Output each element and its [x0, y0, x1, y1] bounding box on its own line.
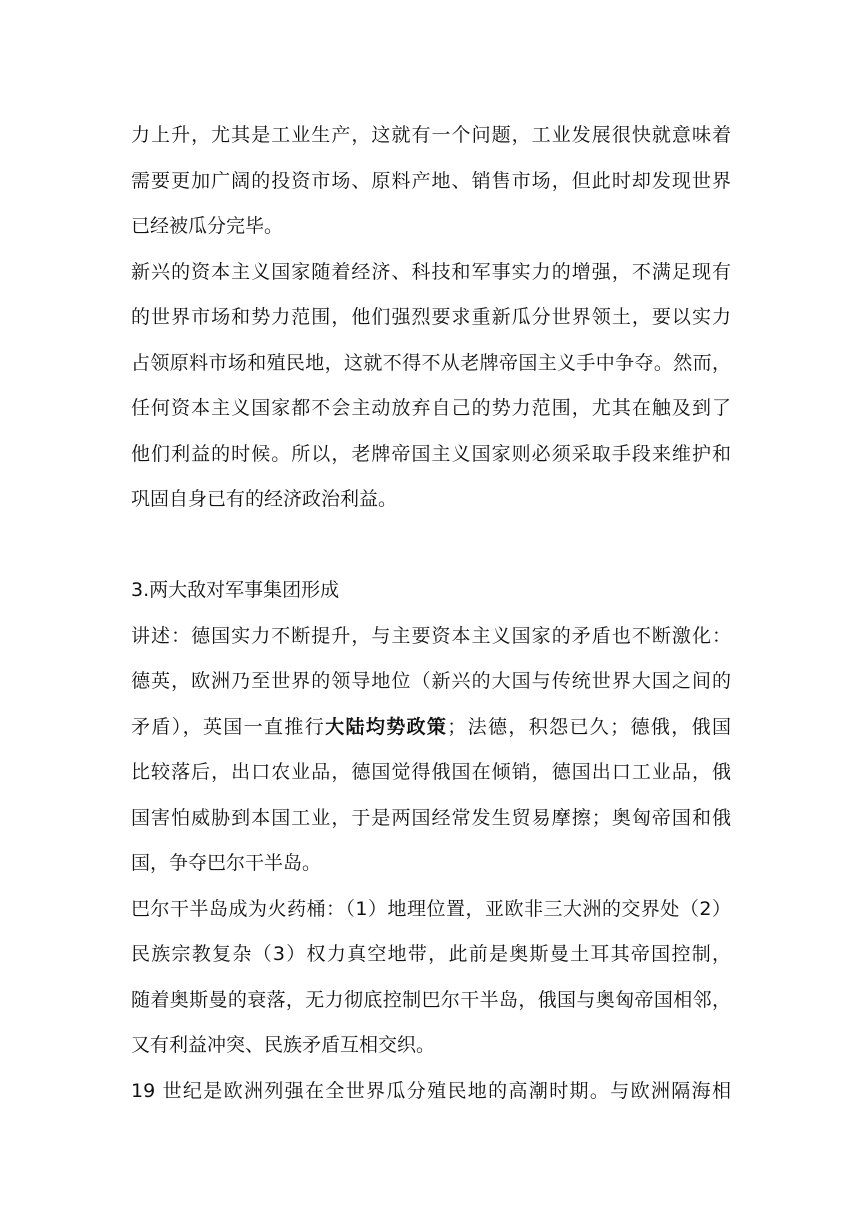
paragraph-balkan-powder-keg	[131, 887, 731, 1069]
paragraph-continuation	[131, 113, 731, 250]
paragraph-new-capitalist-powers	[131, 250, 731, 523]
document-body	[131, 113, 731, 1114]
text-line: 的世界市场和势力范围，他们强烈要求重新瓜分世界领土，要以实力	[131, 306, 731, 328]
section-heading: 3.两大敌对军事集团形成	[131, 579, 340, 601]
text-line: 讲述：德国实力不断提升，与主要资本主义国家的矛盾也不断激化：	[131, 624, 731, 647]
text-line: 国，争夺巴尔干半岛。	[131, 852, 322, 874]
text-line: 占领原料市场和殖民地，这就不得不从老牌帝国主义手中争夺。然而，	[131, 351, 731, 374]
text-line: 需要更加广阔的投资市场、原料产地、销售市场，但此时却发现世界	[131, 169, 731, 192]
text-line: 巩固自身已有的经济政治利益。	[131, 488, 398, 510]
blank-line	[131, 523, 731, 569]
text-line: 比较落后，出口农业品，德国觉得俄国在倾销，德国出口工业品，俄	[131, 761, 731, 783]
text-line: 已经被瓜分完毕。	[131, 215, 284, 237]
paragraph-colonial-expansion	[131, 1069, 731, 1115]
text-line: 又有利益冲突、民族矛盾互相交织。	[131, 1034, 436, 1056]
text-line: 随着奥斯曼的衰落，无力彻底控制巴尔干半岛，俄国与奥匈帝国相邻，	[131, 988, 731, 1011]
bold-term: 大陆均势政策	[325, 715, 448, 738]
text-segment: ；法德，积怨已久；德俄，俄国	[447, 715, 731, 738]
text-line: 他们利益的时候。所以，老牌帝国主义国家则必须采取手段来维护和	[131, 442, 731, 465]
text-line: 新兴的资本主义国家随着经济、科技和军事实力的增强，不满足现有	[131, 260, 731, 283]
text-line: 国害怕威胁到本国工业，于是两国经常发生贸易摩擦；奥匈帝国和俄	[131, 806, 731, 829]
text-line: 民族宗教复杂（3）权力真空地带，此前是奥斯曼土耳其帝国控制，	[131, 943, 731, 965]
text-line: 德英，欧洲乃至世界的领导地位（新兴的大国与传统世界大国之间的	[131, 670, 731, 692]
text-segment: 矛盾），英国一直推行	[131, 715, 326, 738]
text-line: 巴尔干半岛成为火药桶：（1）地理位置，亚欧非三大洲的交界处（2）	[131, 897, 731, 920]
text-line: 力上升，尤其是工业生产，这就有一个问题，工业发展很快就意味着	[131, 124, 731, 146]
paragraph-narration	[131, 614, 731, 887]
text-line: 19 世纪是欧洲列强在全世界瓜分殖民地的高潮时期。与欧洲隔海相	[131, 1079, 731, 1102]
text-line	[131, 705, 731, 751]
text-line: 任何资本主义国家都不会主动放弃自己的势力范围，尤其在触及到了	[131, 397, 731, 419]
